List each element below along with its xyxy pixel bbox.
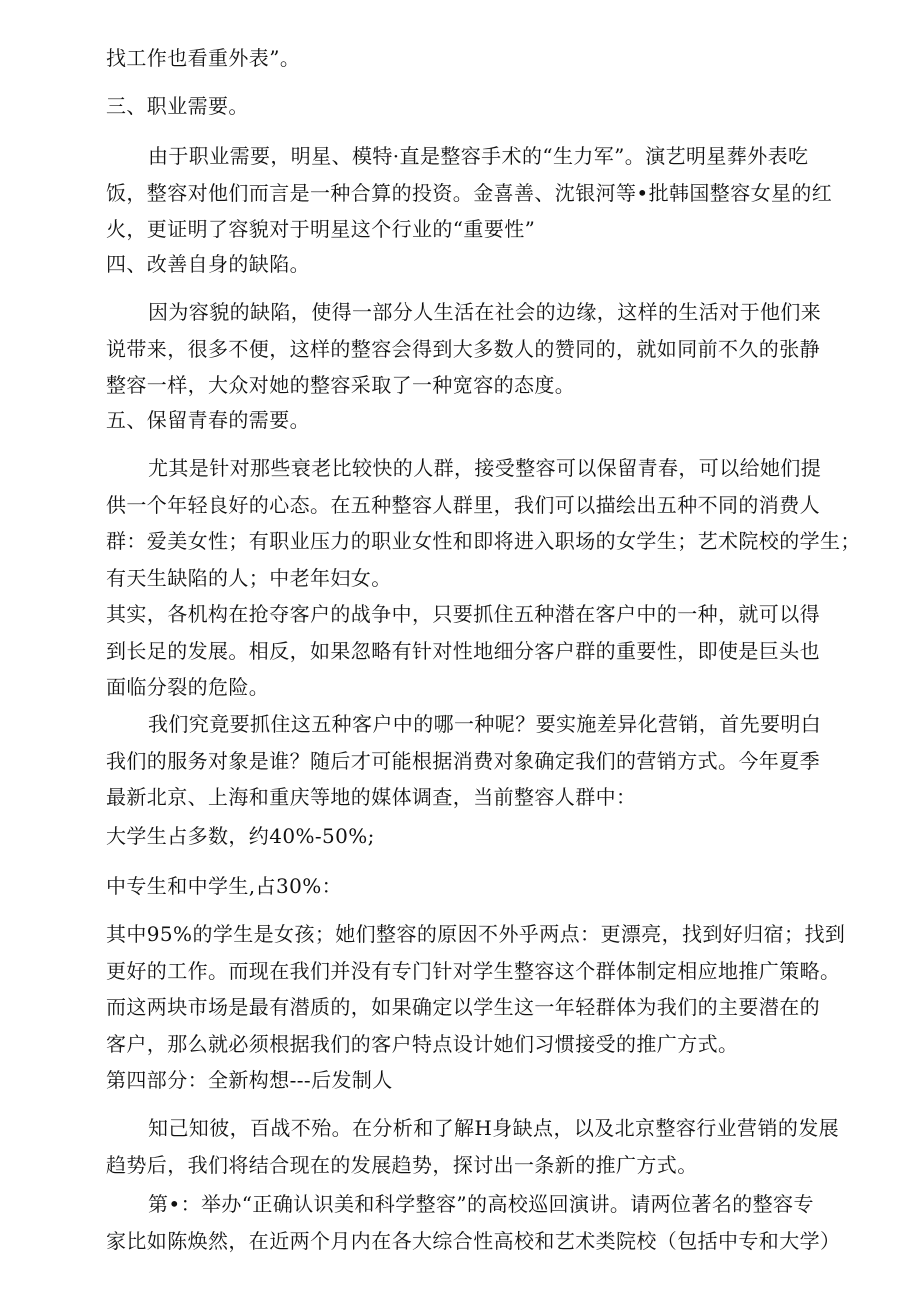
paragraph-institutions bbox=[106, 596, 820, 706]
text-line: 说带来，很多不便，这样的整容会得到大多数人的赞同的，就如同前不久的张静 bbox=[106, 336, 820, 361]
paragraph-know-yourself bbox=[106, 1110, 840, 1183]
text-line: 群：爱美女性；有职业压力的职业女性和即将进入职场的女学生；艺术院校的学生； bbox=[106, 529, 861, 553]
text-line: 大学生占多数，约40%-50%; bbox=[106, 824, 375, 848]
text-line: 我们究竟要抓住这五种客户中的哪一种呢？要实施差异化营销，首先要明白 bbox=[148, 712, 822, 736]
text-line: 饭，整容对他们而言是一种合算的投资。金喜善、沈银河等•批韩国整容女星的红 bbox=[106, 180, 833, 205]
paragraph-target-customers bbox=[106, 706, 820, 816]
text-line: 因为容貌的缺陷，使得一部分人生活在社会的边缘，这样的生活对于他们来 bbox=[148, 300, 822, 324]
text-line: 尤其是针对那些衰老比较快的人群，接受整容可以保留青春，可以给她们提 bbox=[148, 456, 822, 480]
text-line: 面临分裂的危险。 bbox=[106, 675, 270, 699]
paragraph-female-students bbox=[106, 916, 846, 1062]
paragraph-campus-lectures bbox=[106, 1186, 841, 1259]
text-line: 知己知彼，百战不殆。在分析和了解H身缺点，以及北京整容行业营销的发展 bbox=[148, 1116, 840, 1140]
heading-retain-youth bbox=[106, 402, 820, 439]
paragraph-improve-defects bbox=[106, 294, 820, 404]
text-line: 家比如陈焕然，在近两个月内在各大综合性高校和艺术类院校（包括中专和大学） bbox=[106, 1228, 841, 1253]
stat-secondary-students bbox=[106, 868, 820, 905]
text-line: 客户，那么就必须根据我们的客户特点设计她们习惯接受的推广方式。 bbox=[106, 1031, 739, 1056]
text-line: 三、职业需要。 bbox=[106, 94, 249, 118]
text-line: 找工作也看重外表”。 bbox=[106, 46, 301, 70]
heading-improve-defects bbox=[106, 246, 820, 283]
text-line: 四、改善自身的缺陷。 bbox=[106, 252, 310, 276]
text-line: 最新北京、上海和重庆等地的媒体调查，当前整容人群中： bbox=[106, 785, 637, 809]
text-line: 第•：举办“正确认识美和科学整容”的高校巡回演讲。请两位著名的整容专 bbox=[148, 1192, 814, 1216]
text-line: 供一个年轻良好的心态。在五种整容人群里，我们可以描绘出五种不同的消费人 bbox=[106, 492, 820, 517]
text-line: 趋势后，我们将结合现在的发展趋势，探讨出一条新的推广方式。 bbox=[106, 1152, 698, 1177]
text-line: 有天生缺陷的人；中老年妇女。 bbox=[106, 565, 392, 590]
text-line: 第四部分：全新构想---后发制人 bbox=[106, 1068, 393, 1092]
paragraph-job-appearance bbox=[106, 40, 820, 77]
text-line: 由于职业需要，明星、模特·直是整容手术的“生力军”。演艺明星葬外表吃 bbox=[148, 144, 809, 168]
text-line: 整容一样，大众对她的整容采取了一种宽容的态度。 bbox=[106, 373, 576, 397]
heading-career-needs bbox=[106, 88, 820, 125]
text-line: 我们的服务对象是谁？随后才可能根据消费对象确定我们的营销方式。今年夏季 bbox=[106, 748, 820, 773]
paragraph-retain-youth bbox=[106, 450, 861, 596]
text-line: 中专生和中学生,占30%： bbox=[106, 874, 343, 898]
text-line: 其中95%的学生是女孩；她们整容的原因不外乎两点：更漂亮，找到好归宿；找到 bbox=[106, 922, 846, 946]
text-line: 其实，各机构在抢夺客户的战争中，只要抓住五种潜在客户中的一种，就可以得 bbox=[106, 602, 820, 626]
text-line: 到长足的发展。相反，如果忽略有针对性地细分客户群的重要性，即使是巨头也 bbox=[106, 638, 820, 663]
paragraph-career-needs bbox=[106, 138, 833, 248]
text-line: 更好的工作。而现在我们并没有专门针对学生整容这个群体制定相应地推广策略。 bbox=[106, 958, 841, 983]
text-line: 而这两块市场是最有潜质的，如果确定以学生这一年轻群体为我们的主要潜在的 bbox=[106, 995, 820, 1019]
text-line: 五、保留青春的需要。 bbox=[106, 408, 310, 432]
heading-part-four bbox=[106, 1062, 820, 1099]
text-line: 火，更证明了容貌对于明星这个行业的“重要性” bbox=[106, 217, 536, 241]
stat-university-students bbox=[106, 818, 820, 855]
